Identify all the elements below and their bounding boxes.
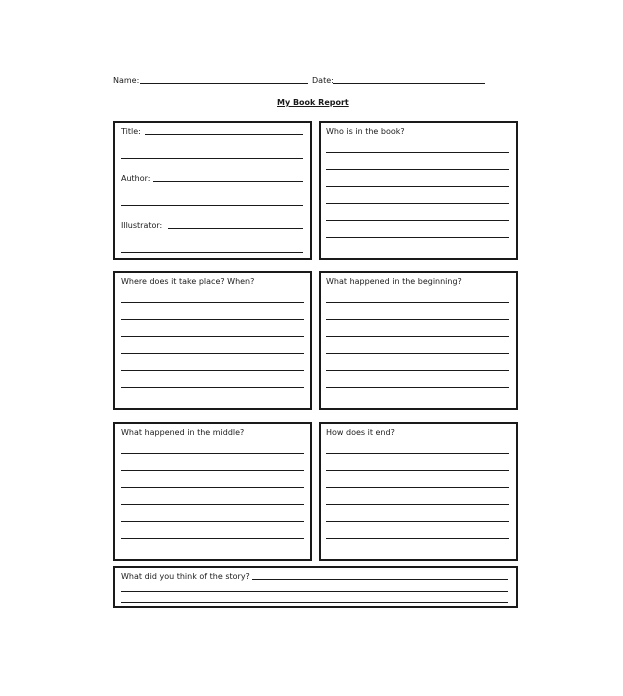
setting-prompt: Where does it take place? When? [121, 277, 255, 286]
illustrator-label: Illustrator: [121, 221, 163, 230]
characters-answer-line[interactable] [326, 186, 509, 187]
characters-answer-line[interactable] [326, 237, 509, 238]
middle-answer-line[interactable] [121, 521, 304, 522]
ending-answer-line[interactable] [326, 470, 509, 471]
opinion-answer-line[interactable] [121, 591, 508, 592]
middle-answer-line[interactable] [121, 453, 304, 454]
setting-answer-line[interactable] [121, 336, 304, 337]
characters-answer-line[interactable] [326, 203, 509, 204]
beginning-answer-line[interactable] [326, 370, 509, 371]
middle-prompt: What happened in the middle? [121, 428, 245, 437]
author-label: Author: [121, 174, 151, 183]
name-label: Name: [113, 76, 140, 85]
ending-prompt: How does it end? [326, 428, 395, 437]
beginning-box [319, 271, 518, 410]
ending-answer-line[interactable] [326, 538, 509, 539]
page-title: My Book Report [277, 98, 349, 107]
title-field-line-2[interactable] [121, 158, 303, 159]
middle-answer-line[interactable] [121, 487, 304, 488]
characters-answer-line[interactable] [326, 169, 509, 170]
characters-answer-line[interactable] [326, 220, 509, 221]
illustrator-field-line-2[interactable] [121, 252, 303, 253]
beginning-prompt: What happened in the beginning? [326, 277, 462, 286]
beginning-answer-line[interactable] [326, 302, 509, 303]
setting-box [113, 271, 312, 410]
setting-answer-line[interactable] [121, 370, 304, 371]
ending-answer-line[interactable] [326, 453, 509, 454]
characters-box [319, 121, 518, 260]
middle-box [113, 422, 312, 561]
ending-answer-line[interactable] [326, 487, 509, 488]
middle-answer-line[interactable] [121, 470, 304, 471]
illustrator-field-line[interactable] [168, 228, 303, 229]
beginning-answer-line[interactable] [326, 353, 509, 354]
opinion-prompt: What did you think of the story? [121, 572, 250, 581]
ending-box [319, 422, 518, 561]
characters-prompt: Who is in the book? [326, 127, 405, 136]
author-field-line[interactable] [153, 181, 303, 182]
author-field-line-2[interactable] [121, 205, 303, 206]
setting-answer-line[interactable] [121, 353, 304, 354]
setting-answer-line[interactable] [121, 302, 304, 303]
date-field-line[interactable] [333, 83, 485, 84]
title-label: Title: [121, 127, 141, 136]
title-field-line[interactable] [145, 134, 303, 135]
setting-answer-line[interactable] [121, 387, 304, 388]
opinion-answer-line[interactable] [252, 579, 508, 580]
ending-answer-line[interactable] [326, 521, 509, 522]
setting-answer-line[interactable] [121, 319, 304, 320]
opinion-answer-line[interactable] [121, 602, 508, 603]
ending-answer-line[interactable] [326, 504, 509, 505]
beginning-answer-line[interactable] [326, 336, 509, 337]
middle-answer-line[interactable] [121, 538, 304, 539]
beginning-answer-line[interactable] [326, 319, 509, 320]
middle-answer-line[interactable] [121, 504, 304, 505]
name-field-line[interactable] [140, 83, 308, 84]
book-info-box [113, 121, 312, 260]
beginning-answer-line[interactable] [326, 387, 509, 388]
date-label: Date: [312, 76, 334, 85]
characters-answer-line[interactable] [326, 152, 509, 153]
